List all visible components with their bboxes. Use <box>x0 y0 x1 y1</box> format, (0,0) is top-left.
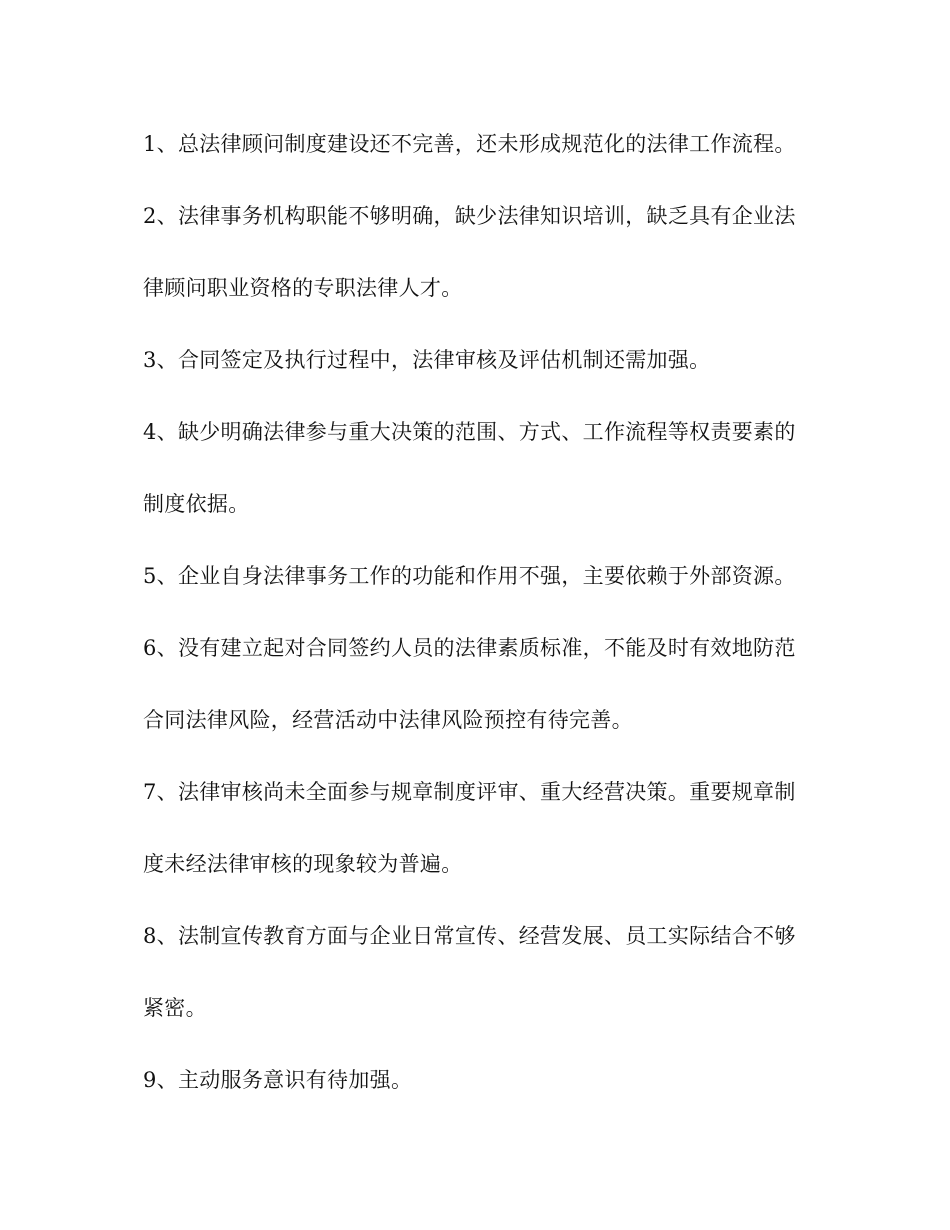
item-7-line-1: 7、法律审核尚未全面参与规章制度评审、重大经营决策。重要规章制 <box>143 780 796 804</box>
item-9-line-1: 9、主动服务意识有待加强。 <box>143 1068 413 1092</box>
item-5-line-1: 5、企业自身法律事务工作的功能和作用不强，主要依赖于外部资源。 <box>143 564 796 588</box>
item-4-line-2: 制度依据。 <box>143 492 250 516</box>
document-body <box>143 120 815 1128</box>
item-2-line-2: 律顾问职业资格的专职法律人才。 <box>143 276 463 300</box>
item-8-line-2: 紧密。 <box>143 996 207 1020</box>
item-2-line-1: 2、法律事务机构职能不够明确，缺少法律知识培训，缺乏具有企业法 <box>143 204 796 228</box>
item-7-line-2: 度未经法律审核的现象较为普遍。 <box>143 852 463 876</box>
item-6-line-2: 合同法律风险，经营活动中法律风险预控有待完善。 <box>143 708 633 732</box>
item-6-line-1: 6、没有建立起对合同签约人员的法律素质标准，不能及时有效地防范 <box>143 636 796 660</box>
item-4-line-1: 4、缺少明确法律参与重大决策的范围、方式、工作流程等权责要素的 <box>143 420 796 444</box>
item-8-line-1: 8、法制宣传教育方面与企业日常宣传、经营发展、员工实际结合不够 <box>143 924 796 948</box>
item-3-line-1: 3、合同签定及执行过程中，法律审核及评估机制还需加强。 <box>143 348 711 372</box>
item-1-line-1: 1、总法律顾问制度建设还不完善，还未形成规范化的法律工作流程。 <box>143 132 796 156</box>
